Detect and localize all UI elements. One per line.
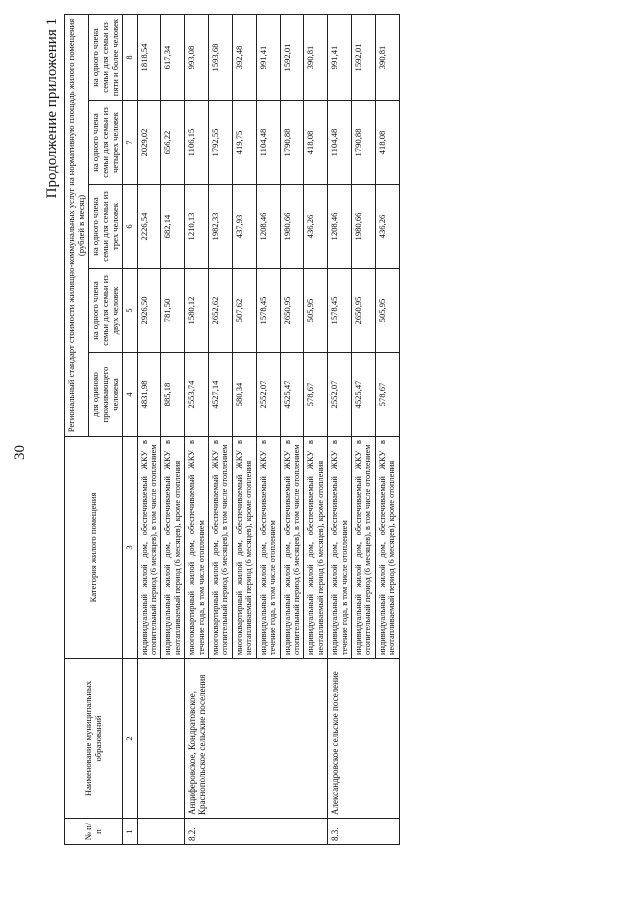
value-cell: 1104,48 — [256, 101, 280, 185]
category-cell: индивидуальный жилой дом, обеспечиваемый ЖКУ в отопительный период (6 месяцев), в том числе отоплением — [137, 437, 161, 659]
value-cell: 392,48 — [232, 14, 256, 100]
value-cell: 2553,74 — [185, 353, 209, 437]
value-cell: 2650,95 — [351, 269, 375, 353]
value-cell: 1790,88 — [351, 101, 375, 185]
category-cell: индивидуальный жилой дом, обеспечиваемый ЖКУ в отопительный период (6 месяцев), в том числе отоплением — [280, 437, 304, 659]
standards-table — [64, 14, 400, 845]
value-cell: 580,34 — [232, 353, 256, 437]
value-cell: 2029,02 — [137, 101, 161, 185]
value-cell: 436,26 — [304, 185, 328, 269]
column-number: 6 — [123, 185, 138, 269]
value-cell: 1104,48 — [328, 101, 352, 185]
header-sub-two: на одного члена семьи для семьи из двух человек — [89, 269, 123, 353]
header-sub-five: на одного члена семьи для семьи из пяти и более человек — [89, 14, 123, 100]
value-cell: 781,50 — [161, 269, 185, 353]
table-row — [328, 14, 352, 844]
value-cell: 505,95 — [304, 269, 328, 353]
continuation-label: Продолжение приложения 1 — [44, 18, 60, 199]
value-cell: 993,08 — [185, 14, 209, 100]
value-cell: 4831,98 — [137, 353, 161, 437]
table-row — [137, 14, 161, 844]
value-cell: 507,62 — [232, 269, 256, 353]
value-cell: 2926,50 — [137, 269, 161, 353]
value-cell: 2226,54 — [137, 185, 161, 269]
value-cell: 418,08 — [375, 101, 399, 185]
column-number: 3 — [123, 437, 138, 659]
value-cell: 1210,13 — [185, 185, 209, 269]
value-cell: 418,08 — [304, 101, 328, 185]
value-cell: 578,67 — [304, 353, 328, 437]
value-cell: 1208,46 — [328, 185, 352, 269]
value-cell: 2650,95 — [280, 269, 304, 353]
value-cell: 1578,45 — [328, 269, 352, 353]
header-municipality: Наименование муниципальных образований — [65, 659, 123, 819]
value-cell: 437,93 — [232, 185, 256, 269]
value-cell: 2652,62 — [209, 269, 233, 353]
header-row-1 — [65, 14, 89, 844]
table-row — [185, 14, 209, 844]
header-np: № п/п — [65, 819, 123, 845]
value-cell: 4527,14 — [209, 353, 233, 437]
value-cell: 991,41 — [328, 14, 352, 100]
value-cell: 419,75 — [232, 101, 256, 185]
value-cell: 682,14 — [161, 185, 185, 269]
value-cell: 1208,46 — [256, 185, 280, 269]
category-cell: многоквартирный жилой дом, обеспечиваемый ЖКУ в неотапливаемый период (6 месяцев), кроме отопления — [232, 437, 256, 659]
value-cell: 436,26 — [375, 185, 399, 269]
value-cell: 1818,54 — [137, 14, 161, 100]
np-cell-empty — [137, 819, 185, 845]
value-cell: 885,18 — [161, 353, 185, 437]
value-cell: 1593,68 — [209, 14, 233, 100]
value-cell: 1578,45 — [256, 269, 280, 353]
value-cell: 505,95 — [375, 269, 399, 353]
value-cell: 1982,33 — [209, 185, 233, 269]
category-cell: индивидуальный жилой дом, обеспечиваемый ЖКУ в течение года, в том числе отоплением — [256, 437, 280, 659]
header-sub-four: на одного члена семьи для семьи из четырех человек — [89, 101, 123, 185]
category-cell: индивидуальный жилой дом, обеспечиваемый ЖКУ в неотапливаемый период (6 месяцев), кроме отопления — [161, 437, 185, 659]
value-cell: 4525,47 — [280, 353, 304, 437]
category-cell: индивидуальный жилой дом, обеспечиваемый ЖКУ в неотапливаемый период (6 месяцев), кроме отопления — [375, 437, 399, 659]
value-cell: 656,22 — [161, 101, 185, 185]
column-number: 8 — [123, 14, 138, 100]
column-number-row — [123, 14, 138, 844]
header-sub-three: на одного члена семьи для семьи из трех человек — [89, 185, 123, 269]
category-cell: индивидуальный жилой дом, обеспечиваемый ЖКУ в отопительный период (6 месяцев), в том числе отоплением — [351, 437, 375, 659]
value-cell: 1592,01 — [351, 14, 375, 100]
np-cell: 8.3. — [328, 819, 399, 845]
value-cell: 390,81 — [375, 14, 399, 100]
value-cell: 991,41 — [256, 14, 280, 100]
value-cell: 390,81 — [304, 14, 328, 100]
value-cell: 1980,66 — [280, 185, 304, 269]
np-cell: 8.2. — [185, 819, 328, 845]
value-cell: 1790,88 — [280, 101, 304, 185]
column-number: 7 — [123, 101, 138, 185]
category-cell: многоквартирный жилой дом, обеспечиваемый ЖКУ в отопительный период (6 месяцев), в том числе отоплением — [209, 437, 233, 659]
value-cell: 1106,15 — [185, 101, 209, 185]
municipality-cell: Анциферовское, Кондратовское, Краснопольское сельские поселения — [185, 659, 328, 819]
municipality-cell-empty — [137, 659, 185, 819]
category-cell: многоквартирный жилой дом, обеспечиваемый ЖКУ в течение года, в том числе отоплением — [185, 437, 209, 659]
value-cell: 1592,01 — [280, 14, 304, 100]
value-cell: 578,67 — [375, 353, 399, 437]
value-cell: 4525,47 — [351, 353, 375, 437]
value-cell: 1980,66 — [351, 185, 375, 269]
category-cell: индивидуальный жилой дом, обеспечиваемый ЖКУ в неотапливаемый период (6 месяцев), кроме отопления — [304, 437, 328, 659]
column-number: 2 — [123, 659, 138, 819]
value-cell: 2552,07 — [256, 353, 280, 437]
municipality-cell: Александровское сельское поселение — [328, 659, 399, 819]
column-number: 4 — [123, 353, 138, 437]
column-number: 1 — [123, 819, 138, 845]
value-cell: 2552,07 — [328, 353, 352, 437]
header-sub-single: для одиноко проживающего человека — [89, 353, 123, 437]
header-category: Категория жилого помещения — [65, 437, 123, 659]
category-cell: индивидуальный жилой дом, обеспечиваемый ЖКУ в течение года, в том числе отоплением — [328, 437, 352, 659]
value-cell: 1580,12 — [185, 269, 209, 353]
value-cell: 1792,55 — [209, 101, 233, 185]
value-cell: 617,34 — [161, 14, 185, 100]
column-number: 5 — [123, 269, 138, 353]
page-number: 30 — [12, 445, 28, 460]
header-standard-group: Региональный стандарт стоимости жилищно-коммунальных услуг на нормативную площадь жилого помещения (рублей в месяц) — [65, 14, 89, 436]
